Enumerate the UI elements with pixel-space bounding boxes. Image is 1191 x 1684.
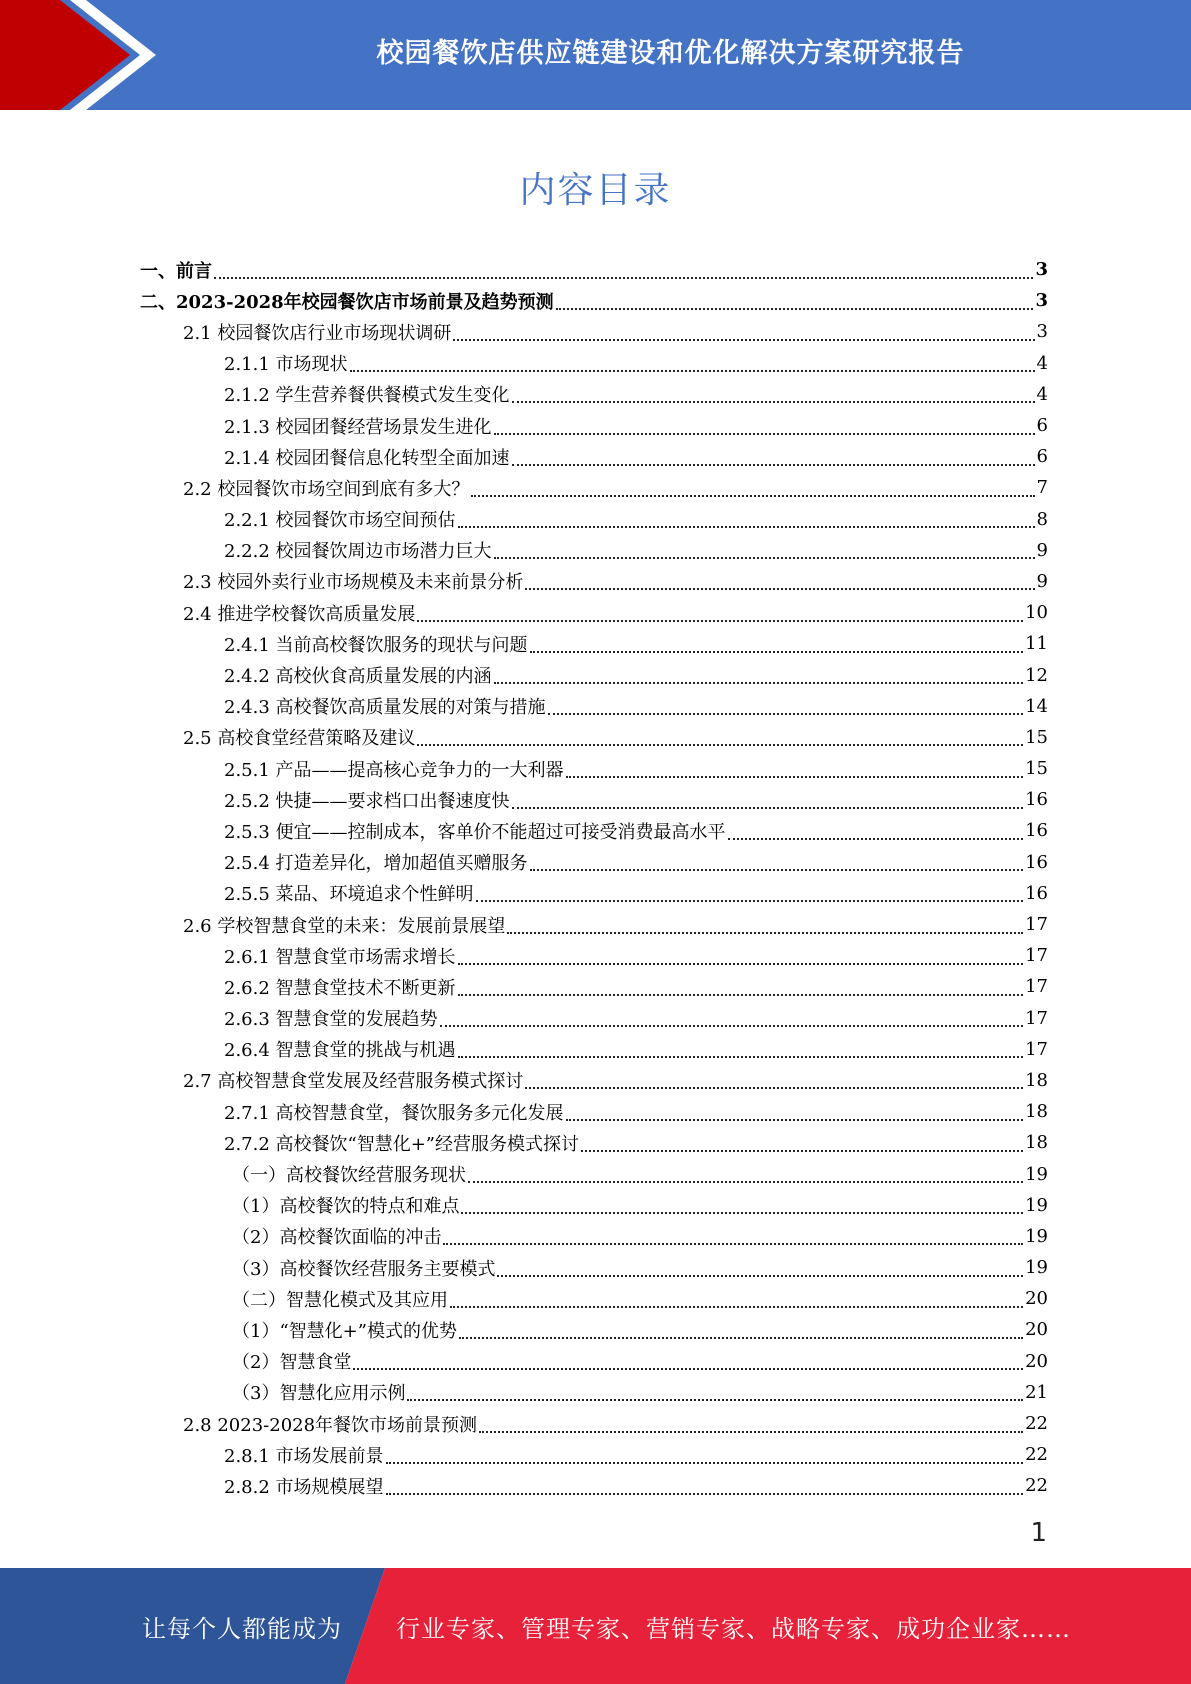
toc-entry-label: 2.4.3 高校餐饮高质量发展的对策与措施	[224, 697, 546, 719]
toc-entry-page: 20	[1025, 1350, 1048, 1372]
toc-entry-label: （一）高校餐饮经营服务现状	[232, 1165, 466, 1187]
toc-entry-label: 2.6.1 智慧食堂市场需求增长	[224, 946, 456, 968]
toc-dot-leader	[458, 510, 1035, 528]
toc-dot-leader	[494, 541, 1035, 559]
toc-entry[interactable]	[140, 472, 1048, 503]
toc-entry[interactable]	[140, 441, 1048, 472]
toc-dot-leader	[512, 791, 1024, 809]
toc-entry-page: 6	[1036, 415, 1048, 437]
toc-entry-page: 9	[1036, 539, 1048, 561]
toc-entry[interactable]	[140, 909, 1048, 940]
toc-entry-label: 2.4 推进学校餐饮高质量发展	[183, 603, 416, 625]
header-banner	[0, 0, 1191, 110]
toc-entry-label: 2.2.2 校园餐饮周边市场潜力巨大	[224, 541, 492, 563]
toc-entry-label: 2.5 高校食堂经营策略及建议	[183, 728, 416, 750]
toc-dot-leader	[214, 261, 1033, 279]
toc-entry-page: 18	[1025, 1132, 1048, 1154]
report-title: 校园餐饮店供应链建设和优化解决方案研究报告	[376, 37, 965, 69]
toc-entry-label: 2.4.2 高校伙食高质量发展的内涵	[224, 666, 492, 688]
toc-entry[interactable]	[140, 971, 1048, 1002]
toc-entry-page: 18	[1025, 1069, 1048, 1091]
toc-dot-leader	[443, 1227, 1023, 1245]
toc-entry-label: （1）“智慧化+”模式的优势	[232, 1320, 457, 1342]
toc-dot-leader	[453, 323, 1034, 341]
toc-dot-leader	[494, 417, 1035, 435]
toc-entry[interactable]	[140, 784, 1048, 815]
toc-entry[interactable]	[140, 1096, 1048, 1127]
toc-entry-label: 2.8.2 市场规模展望	[224, 1476, 384, 1498]
toc-entry-page: 15	[1025, 758, 1048, 780]
toc-entry-page: 3	[1035, 290, 1048, 312]
toc-entry-page: 22	[1025, 1444, 1048, 1466]
toc-entry[interactable]	[140, 1408, 1048, 1439]
toc-dot-leader	[530, 635, 1024, 653]
toc-entry-page: 14	[1025, 695, 1048, 717]
toc-entry[interactable]	[140, 1127, 1048, 1158]
toc-dot-leader	[512, 385, 1035, 403]
toc-dot-leader	[468, 1165, 1023, 1183]
table-of-contents	[140, 254, 1048, 1502]
toc-entry-page: 19	[1025, 1163, 1048, 1185]
toc-entry-label: 2.2 校园餐饮市场空间到底有多大？	[183, 478, 470, 500]
toc-entry-label: （3）高校餐饮经营服务主要模式	[232, 1258, 496, 1280]
header-arrow-icon	[0, 0, 160, 110]
toc-entry[interactable]	[140, 566, 1048, 597]
toc-entry-page: 20	[1025, 1319, 1048, 1341]
toc-entry-page: 4	[1036, 352, 1048, 374]
toc-entry-page: 16	[1025, 882, 1048, 904]
toc-entry[interactable]	[140, 815, 1048, 846]
toc-entry-page: 6	[1036, 446, 1048, 468]
toc-entry-label: 2.5.1 产品——提高核心竞争力的一大利器	[224, 759, 564, 781]
toc-entry[interactable]	[140, 1252, 1048, 1283]
toc-entry-page: 10	[1025, 602, 1048, 624]
toc-entry-page: 17	[1025, 914, 1048, 936]
toc-entry-page: 17	[1025, 1038, 1048, 1060]
toc-entry[interactable]	[140, 1221, 1048, 1252]
toc-entry-label: （2）高校餐饮面临的冲击	[232, 1227, 442, 1249]
toc-dot-leader	[476, 884, 1024, 902]
toc-entry-label: 2.3 校园外卖行业市场规模及未来前景分析	[183, 572, 524, 594]
toc-entry[interactable]	[140, 628, 1048, 659]
toc-entry[interactable]	[140, 878, 1048, 909]
toc-entry-label: 2.1.2 学生营养餐供餐模式发生变化	[224, 385, 510, 407]
toc-dot-leader	[407, 1383, 1023, 1401]
toc-dot-leader	[548, 697, 1024, 715]
toc-entry[interactable]	[140, 285, 1048, 316]
toc-entry-label: 2.1.3 校园团餐经营场景发生进化	[224, 416, 492, 438]
toc-entry[interactable]	[140, 940, 1048, 971]
toc-entry[interactable]	[140, 1283, 1048, 1314]
toc-entry-label: 2.5.5 菜品、环境追求个性鲜明	[224, 884, 474, 906]
toc-entry-label: 2.7.1 高校智慧食堂，餐饮服务多元化发展	[224, 1102, 564, 1124]
toc-dot-leader	[350, 354, 1035, 372]
toc-entry-page: 17	[1025, 976, 1048, 998]
toc-dot-leader	[728, 822, 1024, 840]
toc-entry-page: 3	[1035, 259, 1048, 281]
toc-entry-page: 12	[1025, 664, 1048, 686]
toc-dot-leader	[458, 978, 1024, 996]
toc-entry-page: 22	[1025, 1413, 1048, 1435]
toc-entry-label: 2.7.2 高校餐饮“智慧化+”经营服务模式探讨	[224, 1133, 580, 1155]
toc-entry[interactable]	[140, 1034, 1048, 1065]
toc-entry-label: 2.4.1 当前高校餐饮服务的现状与问题	[224, 634, 528, 656]
toc-entry-label: 2.2.1 校园餐饮市场空间预估	[224, 510, 456, 532]
toc-entry-page: 17	[1025, 945, 1048, 967]
toc-dot-leader	[556, 292, 1034, 310]
toc-dot-leader	[566, 760, 1024, 778]
toc-entry[interactable]	[140, 1314, 1048, 1345]
toc-entry[interactable]	[140, 847, 1048, 878]
toc-entry[interactable]	[140, 659, 1048, 690]
toc-entry-label: 一、前言	[140, 260, 212, 282]
toc-dot-leader	[525, 572, 1034, 590]
footer-slogan-right: 行业专家、管理专家、营销专家、战略专家、成功企业家……	[396, 1614, 1071, 1643]
toc-dot-leader	[386, 1477, 1024, 1495]
toc-dot-leader	[386, 1446, 1024, 1464]
toc-dot-leader	[440, 1009, 1024, 1027]
toc-entry[interactable]	[140, 1346, 1048, 1377]
toc-entry[interactable]	[140, 753, 1048, 784]
toc-entry-page: 16	[1025, 820, 1048, 842]
toc-entry-page: 9	[1036, 570, 1048, 592]
toc-dot-leader	[525, 1071, 1023, 1089]
page-number: 1	[1030, 1518, 1047, 1548]
toc-dot-leader	[458, 947, 1024, 965]
toc-dot-leader	[497, 1259, 1023, 1277]
toc-entry-page: 15	[1025, 726, 1048, 748]
toc-entry[interactable]	[140, 535, 1048, 566]
toc-dot-leader	[459, 1321, 1023, 1339]
footer-banner	[0, 1568, 1191, 1684]
toc-entry-page: 17	[1025, 1007, 1048, 1029]
toc-dot-leader	[581, 1134, 1023, 1152]
footer-slogan-left: 让每个人都能成为	[142, 1614, 342, 1643]
toc-entry[interactable]	[140, 1439, 1048, 1470]
toc-entry-label: 2.6.3 智慧食堂的发展趋势	[224, 1009, 438, 1031]
toc-entry-page: 11	[1025, 633, 1048, 655]
toc-entry-page: 22	[1025, 1475, 1048, 1497]
toc-dot-leader	[461, 1196, 1023, 1214]
toc-entry-page: 19	[1025, 1194, 1048, 1216]
toc-dot-leader	[530, 853, 1024, 871]
toc-entry-label: 2.8.1 市场发展前景	[224, 1445, 384, 1467]
toc-entry[interactable]	[140, 348, 1048, 379]
toc-entry-label: 2.5.4 打造差异化，增加超值买赠服务	[224, 853, 528, 875]
toc-dot-leader	[458, 1040, 1024, 1058]
toc-entry[interactable]	[140, 1190, 1048, 1221]
toc-entry[interactable]	[140, 691, 1048, 722]
toc-dot-leader	[494, 666, 1024, 684]
toc-entry-page: 20	[1025, 1288, 1048, 1310]
toc-entry-label: （3）智慧化应用示例	[232, 1383, 406, 1405]
toc-entry[interactable]	[140, 379, 1048, 410]
toc-entry-label: （1）高校餐饮的特点和难点	[232, 1196, 460, 1218]
toc-entry-page: 4	[1036, 383, 1048, 405]
toc-dot-leader	[566, 1103, 1024, 1121]
toc-entry-label: 2.6.2 智慧食堂技术不断更新	[224, 977, 456, 999]
toc-entry[interactable]	[140, 1065, 1048, 1096]
toc-entry-label: （二）智慧化模式及其应用	[232, 1289, 448, 1311]
toc-dot-leader	[479, 1415, 1023, 1433]
toc-entry-page: 7	[1036, 477, 1048, 499]
toc-entry-page: 21	[1025, 1381, 1048, 1403]
toc-entry-page: 18	[1025, 1101, 1048, 1123]
toc-entry-label: 2.1.4 校园团餐信息化转型全面加速	[224, 447, 510, 469]
toc-entry-page: 16	[1025, 789, 1048, 811]
toc-dot-leader	[471, 479, 1034, 497]
toc-dot-leader	[353, 1352, 1023, 1370]
toc-entry-label: 2.5.3 便宜——控制成本，客单价不能超过可接受消费最高水平	[224, 821, 726, 843]
toc-entry-label: 2.5.2 快捷——要求档口出餐速度快	[224, 790, 510, 812]
toc-entry-label: 2.6 学校智慧食堂的未来：发展前景展望	[183, 915, 506, 937]
toc-entry-label: （2）智慧食堂	[232, 1352, 352, 1374]
toc-entry-page: 16	[1025, 851, 1048, 873]
toc-entry-label: 2.7 高校智慧食堂发展及经营服务模式探讨	[183, 1071, 524, 1093]
toc-entry-label: 2.6.4 智慧食堂的挑战与机遇	[224, 1040, 456, 1062]
toc-entry-label: 2.1 校园餐饮店行业市场现状调研	[183, 322, 452, 344]
toc-dot-leader	[417, 604, 1023, 622]
toc-entry[interactable]	[140, 410, 1048, 441]
toc-dot-leader	[507, 916, 1023, 934]
toc-entry-page: 19	[1025, 1257, 1048, 1279]
toc-entry[interactable]	[140, 1003, 1048, 1034]
toc-entry[interactable]	[140, 316, 1048, 347]
toc-dot-leader	[512, 448, 1035, 466]
toc-entry[interactable]	[140, 1158, 1048, 1189]
toc-entry[interactable]	[140, 597, 1048, 628]
toc-entry-page: 3	[1036, 321, 1048, 343]
toc-entry[interactable]	[140, 1377, 1048, 1408]
toc-entry-page: 19	[1025, 1225, 1048, 1247]
toc-entry[interactable]	[140, 254, 1048, 285]
toc-entry-label: 2.8 2023-2028年餐饮市场前景预测	[183, 1414, 478, 1436]
toc-entry-label: 2.1.1 市场现状	[224, 354, 348, 376]
toc-title: 内容目录	[519, 170, 672, 211]
toc-dot-leader	[450, 1290, 1023, 1308]
toc-dot-leader	[417, 728, 1023, 746]
toc-entry[interactable]	[140, 722, 1048, 753]
toc-entry[interactable]	[140, 1470, 1048, 1501]
toc-entry-page: 8	[1036, 508, 1048, 530]
toc-entry[interactable]	[140, 504, 1048, 535]
toc-entry-label: 二、2023-2028年校园餐饮店市场前景及趋势预测	[140, 291, 554, 313]
